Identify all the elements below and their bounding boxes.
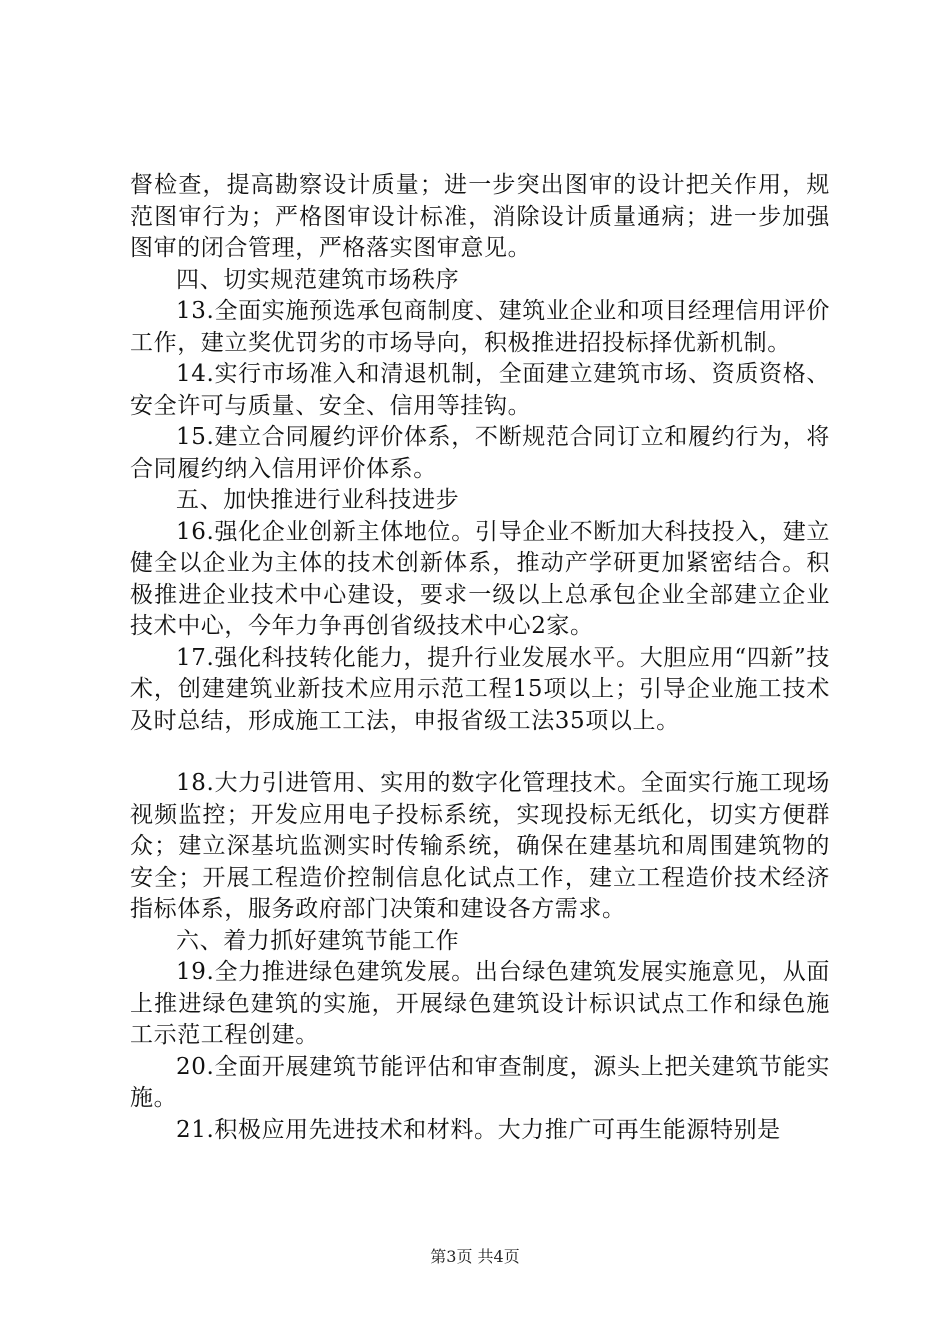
paragraph-item-15: 15.建立合同履约评价体系，不断规范合同订立和履约行为，将合同履约纳入信用评价体系。: [130, 424, 830, 482]
paragraph-item-21: 21.积极应用先进技术和材料。大力推广可再生能源特别是: [176, 1116, 781, 1143]
page-number-footer: 第3页 共4页: [430, 1247, 520, 1266]
paragraph-item-18: 18.大力引进管用、实用的数字化管理技术。全面实行施工现场视频监控；开发应用电子投标系统，实现投标无纸化，切实方便群众；建立深基坑监测实时传输系统，确保在建基坑和周围建筑物的安全；开展工程造价控制信息化试点工作，建立工程造价技术经济指标体系，服务政府部门决策和建设各方需求。: [130, 770, 830, 922]
section-heading-6: 六、着力抓好建筑节能工作: [176, 927, 460, 954]
document-body: [130, 170, 830, 1146]
section-heading-5: 五、加快推进行业科技进步: [176, 487, 460, 513]
paragraph-item-16: 16.强化企业创新主体地位。引导企业不断加大科技投入，建立健全以企业为主体的技术创新体系，推动产学研更加紧密结合。积极推进企业技术中心建设，要求一级以上总承包企业全部建立企业技术中心，今年力争再创省级技术中心2家。: [130, 518, 830, 639]
paragraph-spacer: [130, 737, 830, 768]
paragraph-continuation: 督检查，提高勘察设计质量；进一步突出图审的设计把关作用，规范图审行为；严格图审设计标准，消除设计质量通病；进一步加强图审的闭合管理，严格落实图审意见。: [130, 172, 830, 261]
paragraph-item-14: 14.实行市场准入和清退机制，全面建立建筑市场、资质资格、安全许可与质量、安全、信用等挂钩。: [130, 361, 830, 419]
section-heading-4: 四、切实规范建筑市场秩序: [176, 266, 460, 293]
paragraph-item-19: 19.全力推进绿色建筑发展。出台绿色建筑发展实施意见，从面上推进绿色建筑的实施，开展绿色建筑设计标识试点工作和绿色施工示范工程创建。: [130, 959, 830, 1048]
paragraph-item-20: 20.全面开展建筑节能评估和审查制度，源头上把关建筑节能实施。: [130, 1053, 830, 1111]
paragraph-item-13: 13.全面实施预选承包商制度、建筑业企业和项目经理信用评价工作，建立奖优罚劣的市场导向，积极推进招投标择优新机制。: [130, 298, 830, 356]
paragraph-item-17: 17.强化科技转化能力，提升行业发展水平。大胆应用“四新”技术，创建建筑业新技术应用示范工程15项以上；引导企业施工技术及时总结，形成施工工法，申报省级工法35项以上。: [130, 644, 830, 734]
